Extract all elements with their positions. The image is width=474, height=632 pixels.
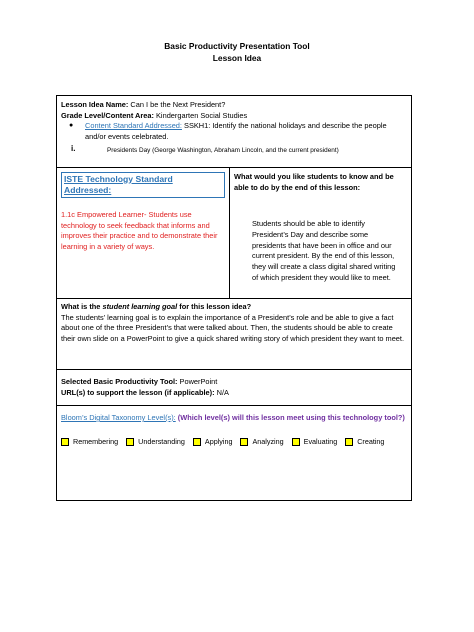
blooms-levels <box>61 436 407 447</box>
grade-label: Grade Level/Content Area: <box>61 110 154 120</box>
tool-label: Selected Basic Productivity Tool: <box>61 377 178 386</box>
lesson-table <box>56 95 412 501</box>
grade-value: Kindergarten Social Studies <box>153 110 248 120</box>
lesson-name-line <box>61 100 407 111</box>
standard-value: SSKH1: Identify the national holidays and describe the people and/or events celebrated. <box>85 121 387 141</box>
iste-standard-text: 1.1c Empowered Learner- Students use technology to seek feedback that informs and improves their practice and to demonstrate their learning in a variety of ways. <box>61 210 218 251</box>
tool-line <box>61 376 407 387</box>
goal-answer: The students’ learning goal is to explain the importance of a President’s role and be able to give a fact about one of the three President’s that were talked about. Then, the students should be able to create their own slide on a PowerPoint to give a quick shared writing story of which president they want to meet. <box>61 312 405 343</box>
blooms-question-text: (Which level(s) will this lesson meet using this technology tool?) <box>175 413 405 422</box>
url-line <box>61 387 407 398</box>
blooms-row <box>57 406 411 500</box>
url-label: URL(s) to support the lesson (if applicable): <box>61 388 215 397</box>
standard-subitem <box>61 144 407 157</box>
checkbox-icon[interactable] <box>292 438 300 446</box>
outcome-cell <box>230 168 411 298</box>
lesson-info-row <box>57 96 411 168</box>
goal-question: What is the student learning goal for this lesson idea? <box>61 302 252 311</box>
level-remembering[interactable]: Remembering <box>61 436 118 447</box>
lesson-name-value: Can I be the Next President? <box>128 100 226 109</box>
bullet-icon: ● <box>69 122 74 129</box>
grade-line <box>61 111 407 122</box>
checkbox-icon[interactable] <box>240 438 248 446</box>
outcome-answer: Students should be able to identify President’s Day and describe some presidents that have been in office and our current president. By the end of this lesson, they will create a class digital shared writing of which president they would like to meet. <box>252 219 396 282</box>
standard-label-link[interactable]: Content Standard Addressed: <box>85 121 182 130</box>
level-analyzing[interactable]: Analyzing <box>240 436 283 447</box>
blooms-question <box>61 412 407 423</box>
subitem-text: Presidents Day (George Washington, Abraham Lincoln, and the current president) <box>107 147 339 154</box>
learning-goal-row <box>57 299 411 370</box>
document-title: Basic Productivity Presentation Tool <box>164 41 310 51</box>
standards-row <box>57 168 411 299</box>
level-applying[interactable]: Applying <box>193 436 233 447</box>
checkbox-icon[interactable] <box>126 438 134 446</box>
level-creating[interactable]: Creating <box>345 436 384 447</box>
iste-cell <box>57 168 230 298</box>
document-subtitle: Lesson Idea <box>212 53 262 63</box>
level-evaluating[interactable]: Evaluating <box>292 436 338 447</box>
standard-bullet <box>61 121 407 142</box>
document-header <box>0 40 474 64</box>
roman-numeral: i. <box>71 144 76 153</box>
checkbox-icon[interactable] <box>61 438 69 446</box>
tool-value: PowerPoint <box>177 377 218 386</box>
url-value: N/A <box>214 388 229 397</box>
iste-heading-link[interactable]: ISTE Technology Standard Addressed: <box>61 172 225 198</box>
checkbox-icon[interactable] <box>193 438 201 446</box>
outcome-question: What would you like students to know and be able to do by the end of this lesson: <box>234 172 394 192</box>
goal-emphasis: student learning goal <box>102 302 178 311</box>
level-understanding[interactable]: Understanding <box>126 436 185 447</box>
tool-row <box>57 370 411 406</box>
checkbox-icon[interactable] <box>345 438 353 446</box>
lesson-name-label: Lesson Idea Name: <box>61 100 129 109</box>
blooms-link[interactable]: Bloom’s Digital Taxonomy Level(s): <box>61 413 176 422</box>
